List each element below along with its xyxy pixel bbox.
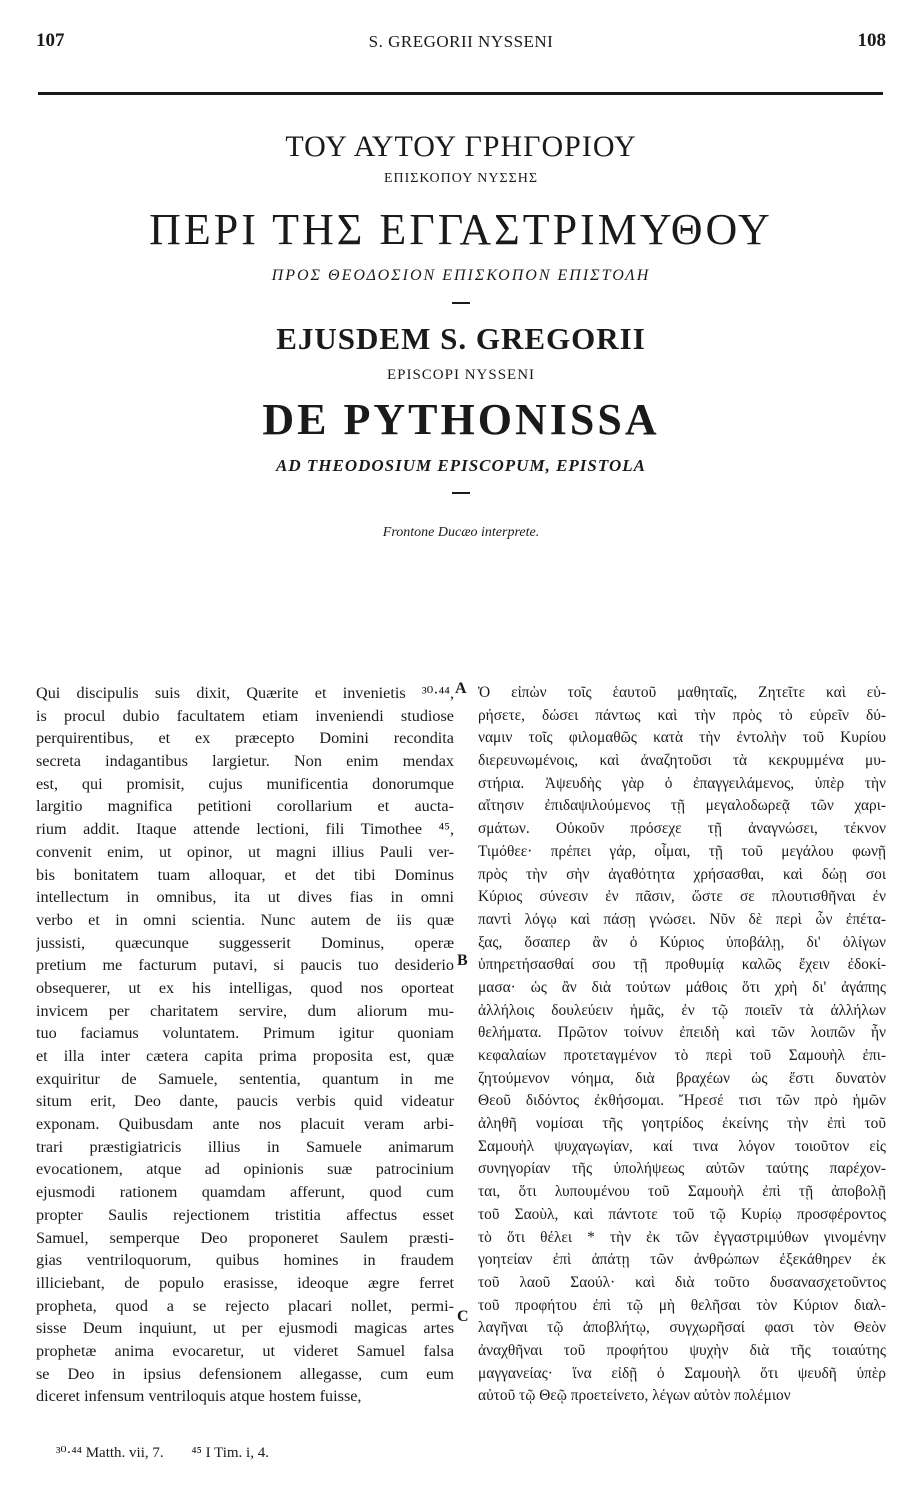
text-line: Qui discipulis suis dixit, Quærite et invenietis ³⁰·⁴⁴,	[36, 684, 454, 702]
text-line: propter Saulis rejectionem tristitia affectus esset	[36, 1205, 454, 1224]
text-line: pretium me facturum putavi, si paucis tuo desiderio	[36, 956, 454, 975]
text-line: αἴτησιν ἐπιδαψιλούμενος τῇ μεγαλοδωρεᾷ τῶν χαρι-	[478, 797, 886, 815]
text-line: se Deo in ipsius defensionem allegasse, cum eum	[36, 1364, 454, 1383]
text-line: ejusmodi rationem quamdam afferunt, quod cum	[36, 1183, 454, 1202]
text-line: ἀναχθῆναι τοῦ προφήτου ψυχὴν διὰ τῆς τοιαύτης	[478, 1341, 886, 1359]
text-line: Samuel, semperque Deo proponeret Saulem præsti-	[36, 1228, 454, 1247]
text-line: et illa inter cætera capita prima proposita est, quæ	[36, 1047, 454, 1065]
running-head	[36, 30, 886, 60]
text-line: ξας, ὅσαπερ ἂν ὁ Κύριος ὑποβάλῃ, δι' ὀλίγων	[478, 933, 886, 951]
latin-title-line1: EJUSDEM S. GREGORII	[276, 321, 646, 356]
greek-title-line1: ΤΟΥ ΑΥΤΟΥ ΓΡΗΓΟΡΙΟΥ	[285, 130, 637, 163]
running-head-title: S. GREGORII NYSSENI	[368, 32, 554, 51]
text-line: αὐτοῦ τῷ Θεῷ προετείνετο, λέγων αὐτὸν πολέμιον	[478, 1387, 791, 1405]
greek-text-column	[478, 682, 886, 1408]
text-line: ζητούμενον νόημα, διὰ βραχέων ὡς ἔστι δυνατὸν	[478, 1069, 886, 1087]
text-line: tuo faciamus voluntatem. Primum igitur quoniam	[36, 1024, 454, 1043]
footnote: ⁴⁵ I Tim. i, 4.	[191, 1445, 269, 1461]
text-line: trari præstigiatricis illius in Samuele animarum	[36, 1137, 454, 1156]
text-line: Ὁ εἰπὼν τοῖς ἑαυτοῦ μαθηταῖς, Ζητεῖτε καὶ εὑ-	[478, 684, 886, 701]
text-line: Κύριος σύνεσιν ἐν πᾶσιν, ὥστε σε πλουτισθῆναι ἐν	[478, 888, 886, 906]
text-line: Θεοῦ διδόντος ἐκθήσομαι. Ἤρεσέ τισι τῶν πρὸ ἡμῶν	[478, 1092, 886, 1110]
margin-marker-c: C	[457, 1308, 469, 1325]
text-line: Σαμουὴλ ψυχαγωγίαν, καί τινα λόγον τοιοῦτον εἰς	[478, 1137, 886, 1155]
interpreter-credit: Frontone Ducæo interprete.	[382, 525, 540, 540]
text-line: prophetæ anima evocaretur, ut videret Samuel falsa	[36, 1341, 454, 1360]
text-line: propheta, quod a se rejecto placari nollet, permi-	[36, 1296, 454, 1315]
text-line: τοῦ προφήτου ἐπὶ τῷ μὴ θελῆσαι τὸν Κύριον διαλ-	[478, 1296, 886, 1314]
text-line: illiciebant, de populo erasisse, ideoque ægre ferret	[36, 1273, 454, 1292]
text-line: ὑπηρετήσασθαί σου τῇ προθυμίᾳ καλῶς ἔχειν ἐδοκί-	[478, 956, 886, 974]
latin-text-column	[36, 682, 454, 1408]
text-line: situm erit, Deo dante, paucis verbis quid videatur	[36, 1092, 454, 1111]
text-line: τοῦ Σαοὺλ, καὶ πάντοτε τοῦ τῷ Κυρίῳ προσφέροντος	[478, 1205, 886, 1223]
title-divider-2	[452, 492, 470, 494]
text-line: is procul dubio facultatem etiam inveniendi studiose	[36, 706, 454, 725]
text-line: obsequerer, ut ex his intelligas, quod nos oporteat	[36, 978, 454, 997]
text-line: est, qui promisit, cujus munificentia donorumque	[36, 774, 454, 793]
text-line: τὸ ὅτι θέλει * τὴν ἐκ τῶν ἐγγαστριμύθων γινομένην	[478, 1228, 886, 1246]
text-line: perquirentibus, et ex præcepto Domini recondita	[36, 729, 454, 748]
text-line: ρήσετε, δώσει πάντως καὶ τὴν πρὸς τὸ εὑρεῖν δύ-	[478, 706, 886, 724]
title-block	[36, 118, 886, 542]
text-line: ται, ὅτι λυπουμένου τοῦ Σαμουὴλ ἐπὶ τῇ ἀποβολῇ	[478, 1183, 886, 1201]
text-line: largitio magnifica petitioni corollarium et aucta-	[36, 797, 454, 816]
text-line: ἀληθῆ νομίσαι τῆς γοητρίδος ἐκείνης τὴν ἐπὶ τοῦ	[478, 1115, 886, 1133]
text-line: γοητείαν ἐπὶ ἀπάτῃ τῶν ἀνθρώπων ἐξεκάθηρεν ἐκ	[478, 1251, 886, 1269]
text-line: θελήματα. Πρῶτον τοίνυν ἐπειδὴ καὶ τῶν λοιπῶν ἦν	[478, 1024, 886, 1042]
text-line: verbo et in omni scientia. Nunc autem de iis quæ	[36, 910, 454, 929]
margin-marker-a: A	[455, 680, 467, 697]
text-line: διερευνωμένοις, καὶ ἀναζητοῦσι τὰ κεκρυμμένα μυ-	[478, 752, 886, 770]
margin-marker-b: B	[457, 952, 468, 969]
greek-title-subtitle: ΠΡΟΣ ΘΕΟΔΟΣΙΟΝ ΕΠΙΣΚΟΠΟΝ ΕΠΙΣΤΟΛΗ	[271, 267, 651, 284]
text-line: intellectum in omnibus, ita ut dives fias in omni	[36, 888, 454, 907]
text-line: rium addit. Itaque attende lectioni, fili Timothee ⁴⁵,	[36, 820, 454, 839]
latin-title-subtitle: AD THEODOSIUM EPISCOPUM, EPISTOLA	[276, 456, 646, 475]
text-line: πρὸς τὴν σὴν ἀγαθότητα χρήσασθαι, καὶ δώῃ σοι	[478, 865, 886, 883]
text-line: sisse Deum inquiunt, ut per ejusmodi magicas artes	[36, 1319, 454, 1338]
text-line: exponam. Quibusdam ante nos placuit veram arbi-	[36, 1115, 454, 1134]
text-line: μαγγανείας· ἵνα εἰδῇ ὁ Σαμουὴλ ὅτι ψευδῆ ὑπὲρ	[478, 1364, 886, 1382]
text-line: κεφαλαίων προτεταγμένον τὸ περὶ τοῦ Σαμουὴλ ἐπι-	[478, 1047, 886, 1064]
text-line: secreta indagantibus largietur. Non enim mendax	[36, 752, 454, 771]
latin-title-line2: EPISCOPI NYSSENI	[386, 367, 536, 383]
footnotes	[56, 1443, 293, 1462]
text-line: diceret infensum ventriloquis atque hostem fuisse,	[36, 1387, 362, 1406]
footnote: ³⁰·⁴⁴ Matth. vii, 7.	[56, 1445, 164, 1461]
text-line: στήρια. Ἀψευδὴς γὰρ ὁ ἐπαγγειλάμενος, ὑπὲρ τὴν	[478, 774, 886, 792]
text-line: jussisti, quæcunque suggesserit Dominus, operæ	[36, 933, 454, 952]
text-line: exquiritur de Samuele, sententia, quantum in me	[36, 1069, 454, 1088]
latin-title-main: DE PYTHONISSA	[262, 395, 660, 444]
header-rule	[38, 92, 883, 95]
text-line: ναμιν τοῖς φιλομαθῶς κατὰ τὴν ἐντολὴν τοῦ Κυρίου	[478, 729, 886, 747]
text-line: συνηγορίαν τῆς ὑπολήψεως αὐτῶν ταύτης παρέχον-	[478, 1160, 886, 1178]
page-number-right: 108	[857, 30, 886, 51]
page-number-left: 107	[36, 30, 65, 51]
text-line: gias ventriloquorum, quibus homines in fraudem	[36, 1251, 454, 1270]
text-line: λαγῆναι τῷ ἀποβλήτῳ, συγχωρῆσαί φασι τὸν Θεὸν	[478, 1319, 886, 1337]
greek-title-line2: ΕΠΙΣΚΟΠΟΥ ΝΥΣΣΗΣ	[383, 171, 539, 186]
text-line: evocationem, atque ad opinionis suæ patrocinium	[36, 1160, 454, 1179]
text-line: ἀλλήλοις δουλεύειν ἡμᾶς, ἐν τῷ ποιεῖν τὰ ἀλλήλων	[478, 1001, 886, 1019]
text-line: Τιμόθεε· πρέπει γάρ, οἶμαι, τῇ τοῦ μεγάλου φωνῇ	[478, 842, 886, 860]
text-line: bis bonitatem tuam alloquar, et det tibi Dominus	[36, 865, 454, 884]
text-line: τοῦ λαοῦ Σαούλ· καὶ διὰ τοῦτο δυσανασχετοῦντος	[478, 1273, 886, 1291]
text-line: convenit enim, ut opinor, ut magni illius Pauli ver-	[36, 842, 454, 861]
text-line: invicem per charitatem servire, dum aliorum mu-	[36, 1001, 454, 1020]
text-line: παντὶ λόγῳ καὶ πάσῃ γνώσει. Νῦν δὲ περὶ ὧν ἐπέτα-	[478, 910, 886, 928]
text-line: μασα· ὡς ἂν διὰ τούτων μάθοις ὅτι χρὴ δι' ἀγάπης	[478, 978, 886, 996]
text-line: σμάτων. Οὐκοῦν πρόσεχε τῇ ἀναγνώσει, τέκνον	[478, 820, 886, 838]
title-divider	[452, 302, 470, 304]
greek-title-main: ΠΕΡΙ ΤΗΣ ΕΓΓΑΣΤΡΙΜΥΘΟΥ	[149, 205, 773, 254]
